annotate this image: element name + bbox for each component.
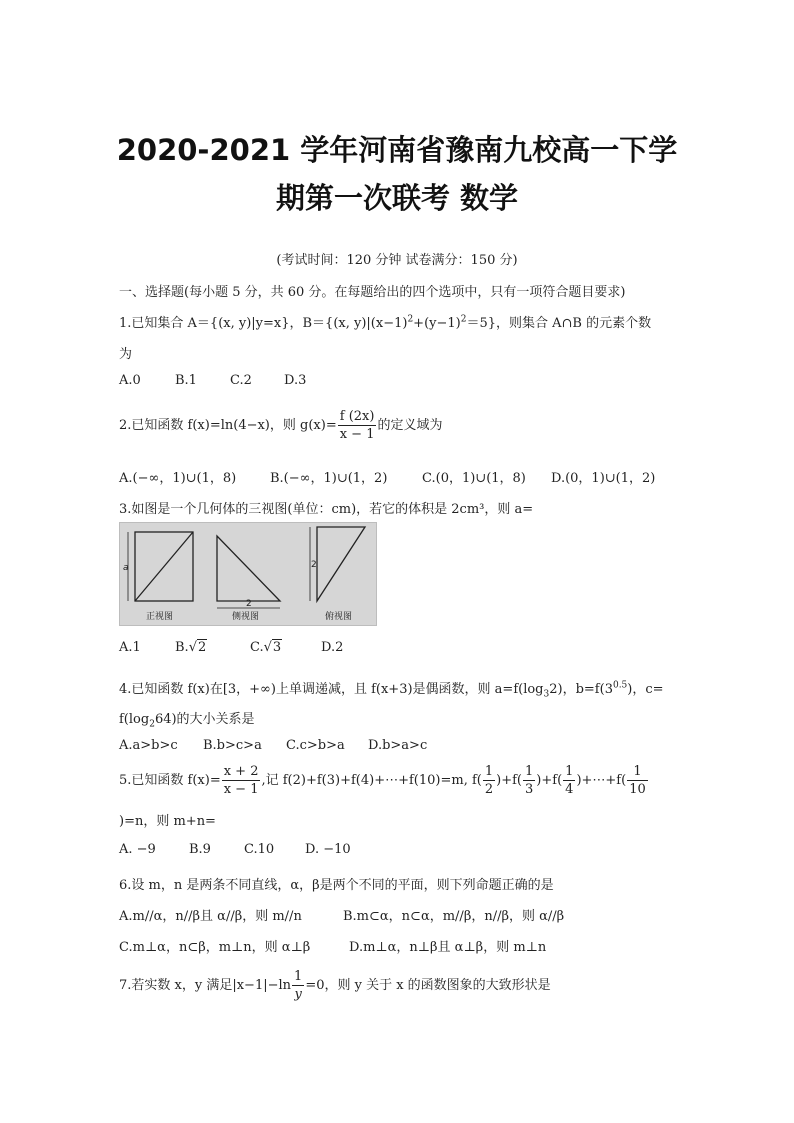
- q1-option-c: C.2: [230, 373, 252, 388]
- q5-term-3: $\frac{1}{4}$: [565, 764, 574, 797]
- q5-option-b: B.9: [189, 842, 211, 857]
- q2-option-b: B.(−∞，1)∪(1，2): [270, 471, 388, 486]
- top-view: [310, 527, 365, 601]
- q7-stem: 7.若实数 x，y 满足|x−1|−ln $\frac{1}{y}$ =0，则 y 关于 x 的函数图象的大致形状是: [119, 969, 551, 1002]
- three-view-figure: [119, 522, 377, 626]
- q4-option-d: D.b>a>c: [368, 738, 428, 753]
- page-title-line1: 2020-2021 学年河南省豫南九校高一下学: [116, 133, 678, 167]
- q1-option-a: A.0: [119, 373, 141, 388]
- q5-stem-cont: )=n，则 m+n=: [119, 814, 216, 829]
- q1-stem: 1.已知集合 A＝{(x, y)|y=x}，B＝{(x, $y)|(x-1)^2+(y-1)^2=5$}，则集合 A∩B 的元素个数: [119, 314, 652, 331]
- q2-fraction: $\frac{f (2x)}{x - 1}$: [339, 409, 375, 442]
- q5-term-1: $\frac{1}{2}$: [484, 764, 494, 797]
- q5-fx-fraction: $\frac{x + 2}{x - 1}$: [223, 764, 259, 797]
- q6-option-b: B.m⊂α，n⊂α，m//β，n//β，则 α//β: [343, 909, 565, 924]
- q4-stem: 4.已知函数 f(x)在[3，+∞)上单调递减，且 f(x+3)是偶函数，则 $a=f(\log_32)$，$b=f(3^{0.5})$，c=: [119, 680, 664, 700]
- q6-stem: 6.设 m，n 是两条不同直线，α，β是两个不同的平面，则下列命题正确的是: [119, 878, 554, 893]
- q3-option-b: B.√2: [175, 640, 207, 655]
- front-view-label: 正视图: [146, 612, 174, 622]
- q3-option-d: D.2: [321, 640, 344, 655]
- side-view-label: 侧视图: [232, 612, 260, 622]
- q5-stem: 5.已知函数 f(x)= $\frac{x + 2}{x - 1}$ ,记 f(2)+f(3)+f(4)+⋯+f(10)=m, f( $\frac{1}{2}$ )+f( $\frac{1}{3}$ )+f( $\frac{1}{4}$ )+⋯+f( $\frac{1}{10}$: [119, 764, 646, 797]
- q1-option-d: D.3: [284, 373, 307, 388]
- q1-option-b: B.1: [175, 373, 197, 388]
- side-view: [217, 536, 280, 608]
- q6-option-d: D.m⊥α，n⊥β且 α⊥β，则 m⊥n: [349, 940, 547, 955]
- front-view-dim-a: a: [123, 563, 129, 573]
- q5-option-d: D. −10: [305, 842, 351, 857]
- q5-term-4: $\frac{1}{10}$: [629, 764, 646, 797]
- q2-option-a: A.(−∞，1)∪(1，8): [119, 471, 237, 486]
- q3-stem: 3.如图是一个几何体的三视图(单位：cm)，若它的体积是 2cm³，则 a=: [119, 502, 534, 517]
- q2-stem: 2.已知函数 f(x)=ln(4−x)，则 g(x)= $\frac{f (2x)}{x - 1}$ 的定义域为: [119, 409, 443, 442]
- front-view: [128, 532, 193, 601]
- top-view-dim-2: 2: [311, 560, 317, 570]
- exam-info: (考试时间：120 分钟 试卷满分：150 分): [276, 253, 518, 268]
- q4-option-b: B.b>c>a: [203, 738, 262, 753]
- q2-option-d: D.(0，1)∪(1，2): [551, 471, 656, 486]
- top-view-label: 俯视图: [325, 612, 353, 622]
- q1-stem-cont: 为: [119, 347, 133, 362]
- q2-option-c: C.(0，1)∪(1，8): [422, 471, 526, 486]
- q4-option-a: A.a>b>c: [119, 738, 178, 753]
- q4-option-c: C.c>b>a: [286, 738, 345, 753]
- q7-fraction: $\frac{1}{y}$: [294, 969, 303, 1002]
- side-view-dim-2: 2: [246, 599, 252, 609]
- section-heading: 一、选择题(每小题 5 分，共 60 分。在每题给出的四个选项中，只有一项符合题目要求): [119, 285, 626, 300]
- q5-option-a: A. −9: [119, 842, 156, 857]
- page-title-line2: 期第一次联考 数学: [275, 181, 519, 215]
- q4-stem-cont: $f(\log_264)$的大小关系是: [119, 712, 255, 730]
- q6-option-a: A.m//α，n//β且 α//β，则 m//n: [119, 909, 302, 924]
- q3-option-c: C.√3: [250, 640, 282, 655]
- q3-option-a: A.1: [119, 640, 141, 655]
- q6-option-c: C.m⊥α，n⊂β，m⊥n，则 α⊥β: [119, 940, 311, 955]
- q5-term-2: $\frac{1}{3}$: [525, 764, 534, 797]
- q5-option-c: C.10: [244, 842, 275, 857]
